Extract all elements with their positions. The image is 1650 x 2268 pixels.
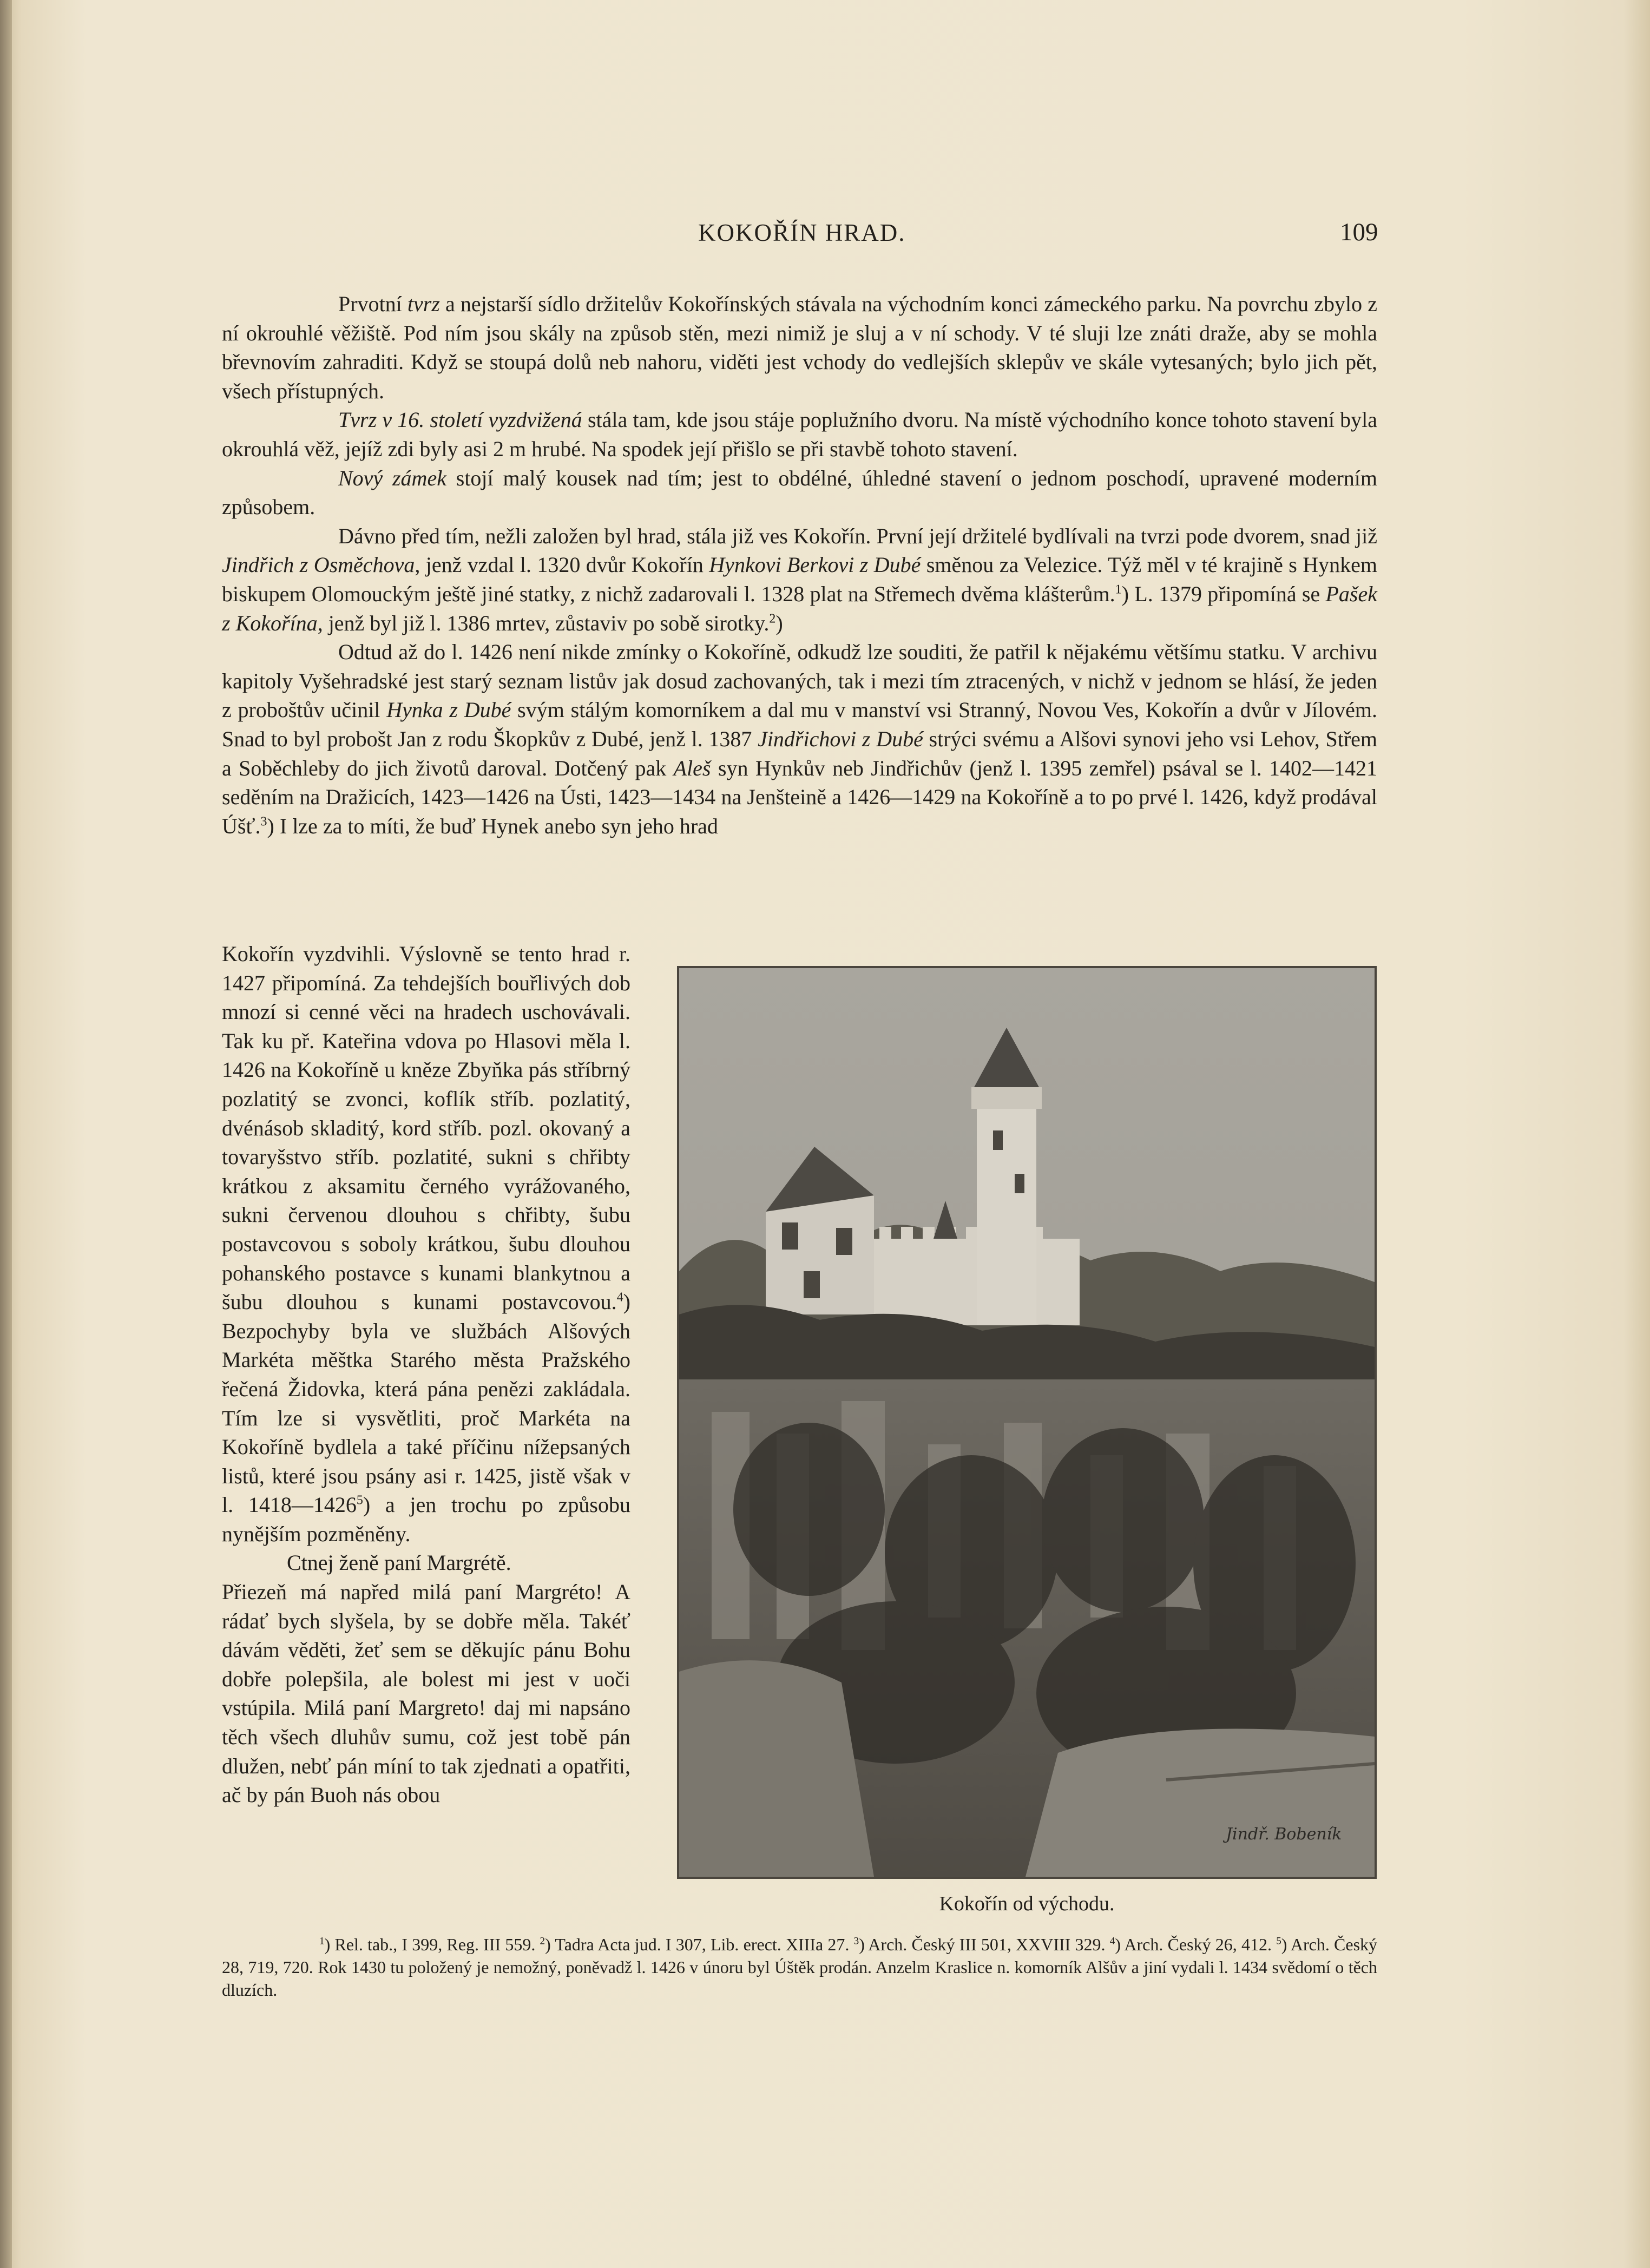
letter-text: Přiezeň má napřed milá paní Margréto! A rádať bych slyšela, by se dobře měla. Takéť dávám věděti, žeť sem se děkujíc pánu Bohu dobře polepšila, ale bolest mi jest v uoči vstúpila. Milá paní Margreto! daj mi napsáno těch všech dluhův sumu, což jest tobě pán dlužen, nebť pán míní to tak zjednati a opatřiti, ač by pán Buoh nás obou [222, 1580, 630, 1807]
footnote-ref-1: 1 [1115, 582, 1122, 597]
boulder-right [1026, 1728, 1375, 1877]
paragraph-odtud-az-do: Odtud až do l. 1426 není nikde zmínky o Kokoříně, odkudž lze souditi, že patřil k nějakému většímu statku. V archivu kapitoly Vyšehradské jest starý seznam listův jak dosud zachovaných, tak i mezi tím ztracených, v nichž v jednom se hlásí, že jeden z proboštův učinil Hynka z Dubé svým stálým komorníkem a dal mu v manství vsi Stranný, Novou Ves, Kokořín a dvůr v Jílovém. Snad to byl probošt Jan z rodu Škopkův z Dubé, jenž l. 1387 Jindřichovi z Dubé strýci svému a Alšovi synovi jeho vsi Lehov, Střem a Soběchleby do jich životů daroval. Dotčený pak Aleš syn Hynkův neb Jindřichův (jenž l. 1395 zemřel) psával se l. 1402—1421 seděním na Dražicích, 1423—1426 na Ústi, 1423—1434 na Jenšteině a 1426—1429 na Kokoříně a to po prvé l. 1426, když prodával Úšť.$^3$) I lze za to míti, že buď Hynek anebo syn jeho hrad [222, 640, 1378, 838]
footnote-ref-3: 3 [260, 814, 267, 829]
artist-signature: Jindř. Bobeník [1226, 1825, 1342, 1844]
paragraph-prvotni-tvrz: Prvotní tvrz a nejstarší sídlo držitelův Kokořínských stávala na východním konci zámeckého parku. Na povrchu zbylo z ní okrouhlé věžiště. Pod ním jsou skály na způsob stěn, mezi nimiž je sluj a v ní schody. V té sluji lze znáti draže, aby se mohla břevnovím zahraditi. Když se stoupá dolů neb nahoru, viděti jest vchody do vedlejších sklepův ve skále vytesaných; bylo jich pět, všech přístupných. [222, 292, 1378, 403]
castle-engraving [679, 968, 1375, 1877]
main-text [222, 290, 1377, 840]
paragraph-column-continuation: Kokořín vyzdvihli. Výslovně se tento hrad r. 1427 připomíná. Za tehdejších bouřlivých dob mnozí si cenné věci na hradech uschovávali. Tak ku př. Kateřina vdova po Hlasovi měla l. 1426 na Kokoříně u kněze Zbyňka pás stříbrný pozlatitý se zvonci, koflík stříb. pozlatitý, dvénásob skladitý, kord stříb. pozl. okovaný a tovaryšstvo stříb. pozlatité, sukni s chřibty krátkou z aksamitu černého vyrážovaného, sukni červenou dlouhou s chřibty, šubu postavcovou s soboly krátkou, šubu dlouhou pohanského postavce s kunami blankytnou a šubu dlouhou s kunami postavcovou.$^4$) Bezpochyby byla ve službách Alšových Markéta měštka Starého města Pražského řečená Židovka, která pána penězi zakládala. Tím lze si vysvětliti, proč Markéta na Kokoříně bydlela a také příčinu nížepsaných listů, které jsou psány asi r. 1425, jistě však v l. 1418—1426$^5$) a jen trochu po způsobu nynějším pozměněny. [222, 942, 630, 1546]
page-number: 109 [1340, 218, 1378, 246]
column-text [222, 939, 630, 1810]
book-gutter [0, 0, 12, 2268]
paragraph-ves-kokorin: Dávno před tím, nežli založen byl hrad, stála již ves Kokořín. První její držitelé bydlívali na tvrzi pode dvorem, snad již Jindřich z Osměchova, jenž vzdal l. 1320 dvůr Kokořín Hynkovi Berkovi z Dubé směnou za Velezice. Týž měl v té krajině s Hynkem biskupem Olomouckým ještě jiné statky, z nichž zadarovali l. 1328 plat na Střemech dvěma klášterům.$^1$) L. 1379 připomíná se Pašek z Kokořína, jenž byl již l. 1386 mrtev, zůstaviv po sobě sirotky.$^2$) [222, 523, 1378, 635]
footnote-list: $^1$) Rel. tab., I 399, Reg. III 559. $^2$) Tadra Acta jud. I 307, Lib. erect. XIIIa 27. $^3$) Arch. Český III 501, XXVIII 329. $^4$) Arch. Český 26, 412. $^5$) Arch. Český 28, 719, 720. Rok 1430 tu položený je nemožný, poněvadž l. 1426 v únoru byl Úštěk prodán. Anzelm Kraslice n. komorník Alšův a jiní vydali l. 1434 svědomí o těch dluzích. [222, 1935, 1378, 2000]
running-title: KOKOŘÍN HRAD. [698, 219, 906, 246]
footnote-ref-4: 4 [616, 1290, 623, 1305]
castle-illustration [677, 966, 1377, 1879]
paragraph-tvrz-16-stoleti: Tvrz v 16. století vyzdvižená stála tam, kde jsou stáje poplužního dvoru. Na místě východního konce tohoto stavení byla okrouhlá věž, jejíž zdi byly asi 2 m hrubé. Na spodek její přišlo se při stavbě tohoto stavení. [222, 407, 1378, 461]
letter-heading: Ctnej ženě paní Margrétě. [287, 1550, 511, 1575]
paragraph-novy-zamek: Nový zámek stojí malý kousek nad tím; jest to obdélné, úhledné stavení o jednom poschodí, upravené moderním způsobem. [222, 465, 1377, 520]
figure-caption: Kokořín od východu. [939, 1892, 1115, 1915]
footnote-ref-5: 5 [356, 1493, 363, 1508]
footnotes [222, 1933, 1377, 2001]
footnote-ref-2: 2 [769, 612, 776, 626]
